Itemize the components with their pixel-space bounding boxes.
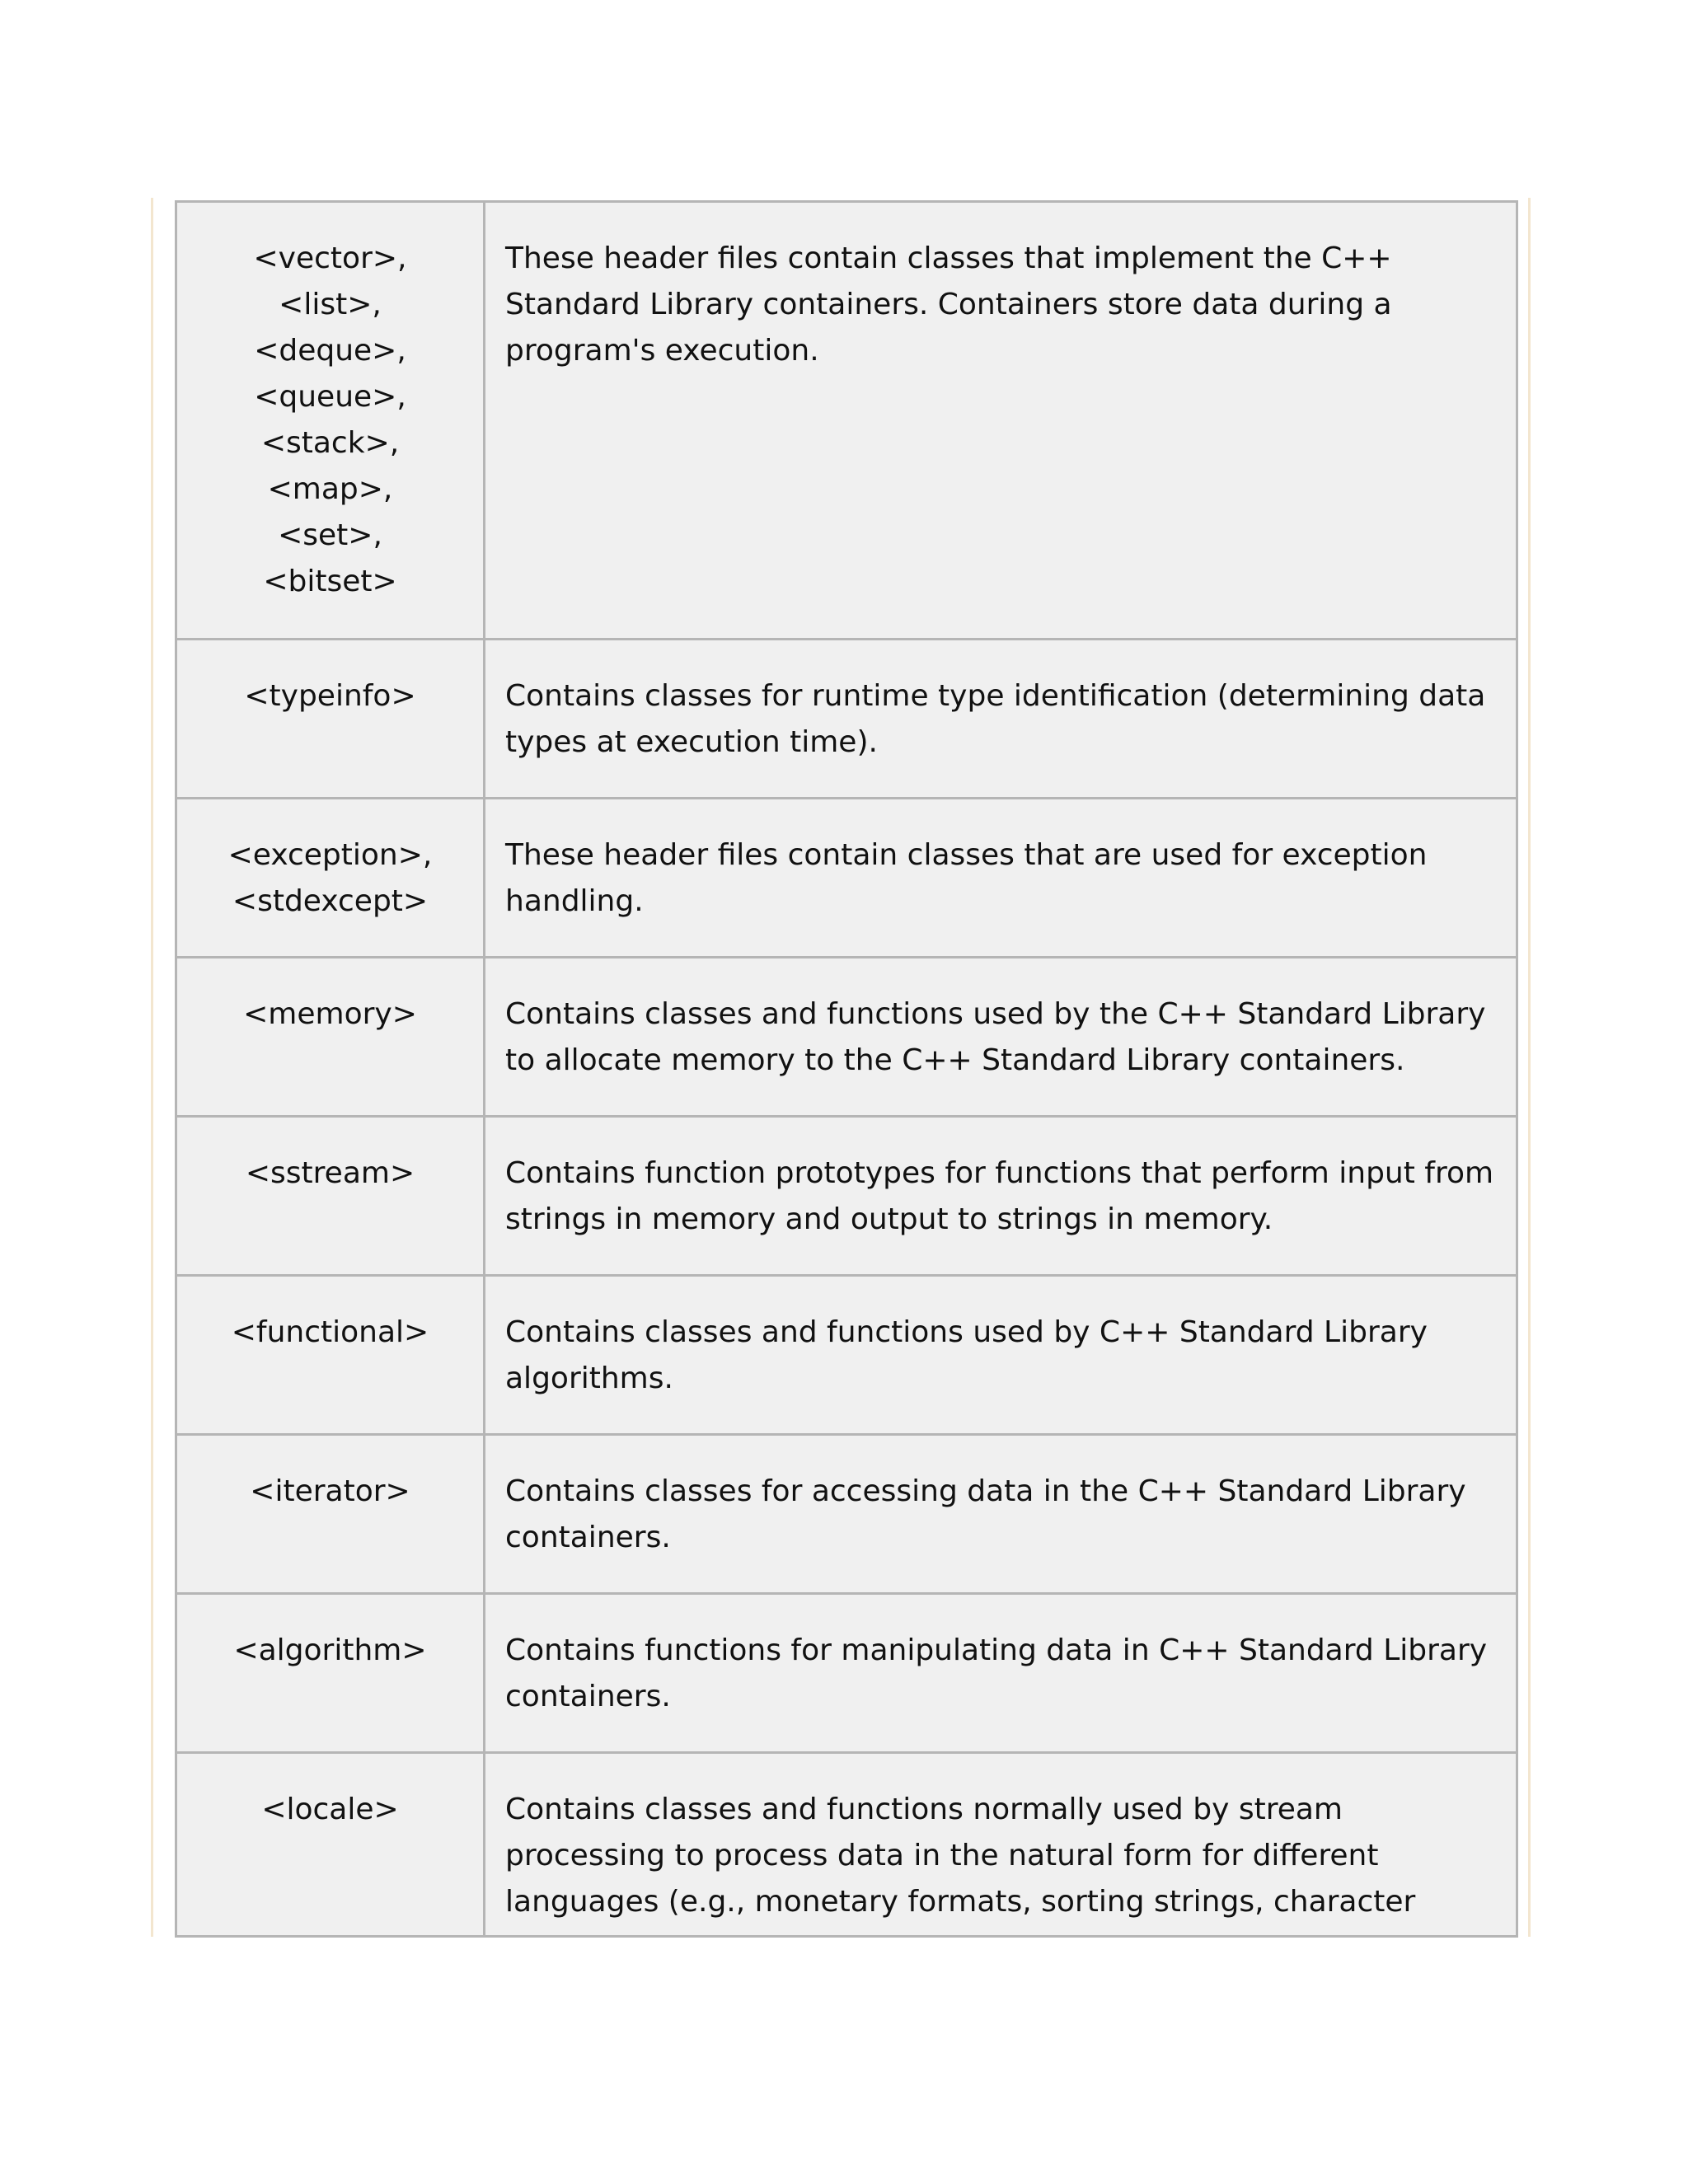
header-file-cell <box>176 1117 485 1276</box>
header-file-cell <box>176 202 485 640</box>
header-file-cell <box>176 1753 485 1937</box>
header-file-cell <box>176 958 485 1117</box>
header-file-cell <box>176 1276 485 1435</box>
description-cell: Contains classes and functions used by the C++ Standard Library to allocate memory to the C++ Standard Library containers. <box>485 958 1517 1117</box>
table-row <box>176 1276 1517 1435</box>
header-files-table <box>175 200 1518 1938</box>
header-file-name: <deque>, <box>254 334 406 368</box>
header-file-name: <memory> <box>243 997 417 1031</box>
description-cell: Contains function prototypes for functions that perform input from strings in memory and output to strings in memory. <box>485 1117 1517 1276</box>
header-file-cell <box>176 640 485 799</box>
description-cell: These header files contain classes that implement the C++ Standard Library containers. Containers store data during a program's execution. <box>485 202 1517 640</box>
table-row <box>176 958 1517 1117</box>
description-cell: These header files contain classes that are used for exception handling. <box>485 799 1517 958</box>
table-row <box>176 1435 1517 1594</box>
header-file-name: <list>, <box>279 288 382 321</box>
header-file-name: <stack>, <box>260 426 400 460</box>
header-file-name: <typeinfo> <box>244 679 416 713</box>
description-cell: Contains classes and functions normally used by stream processing to process data in the natural form for different languages (e.g., monetary formats, sorting strings, character <box>485 1753 1517 1937</box>
description-cell: Contains classes for accessing data in the C++ Standard Library containers. <box>485 1435 1517 1594</box>
header-file-name: <bitset> <box>263 565 397 598</box>
description-cell: Contains functions for manipulating data in C++ Standard Library containers. <box>485 1594 1517 1753</box>
header-file-name: <queue>, <box>254 380 406 414</box>
header-file-name: <stdexcept> <box>232 884 429 918</box>
header-file-name: <iterator> <box>250 1474 410 1508</box>
header-file-name: <exception>, <box>227 838 433 872</box>
description-cell: Contains classes and functions used by C++ Standard Library algorithms. <box>485 1276 1517 1435</box>
header-file-cell <box>176 799 485 958</box>
header-file-cell <box>176 1435 485 1594</box>
header-file-name: <vector>, <box>253 241 407 275</box>
table-row <box>176 1753 1517 1937</box>
table-row <box>176 1117 1517 1276</box>
table-row <box>176 1594 1517 1753</box>
header-file-name: <set>, <box>278 518 382 552</box>
header-file-name: <map>, <box>267 472 393 506</box>
header-file-name: <functional> <box>231 1315 429 1349</box>
header-file-cell <box>176 1594 485 1753</box>
table-row <box>176 202 1517 640</box>
description-cell: Contains classes for runtime type identification (determining data types at execution time). <box>485 640 1517 799</box>
header-file-name: <locale> <box>261 1793 399 1826</box>
table-row <box>176 640 1517 799</box>
header-file-name: <sstream> <box>245 1156 415 1190</box>
table-row <box>176 799 1517 958</box>
header-file-name: <algorithm> <box>233 1633 427 1667</box>
